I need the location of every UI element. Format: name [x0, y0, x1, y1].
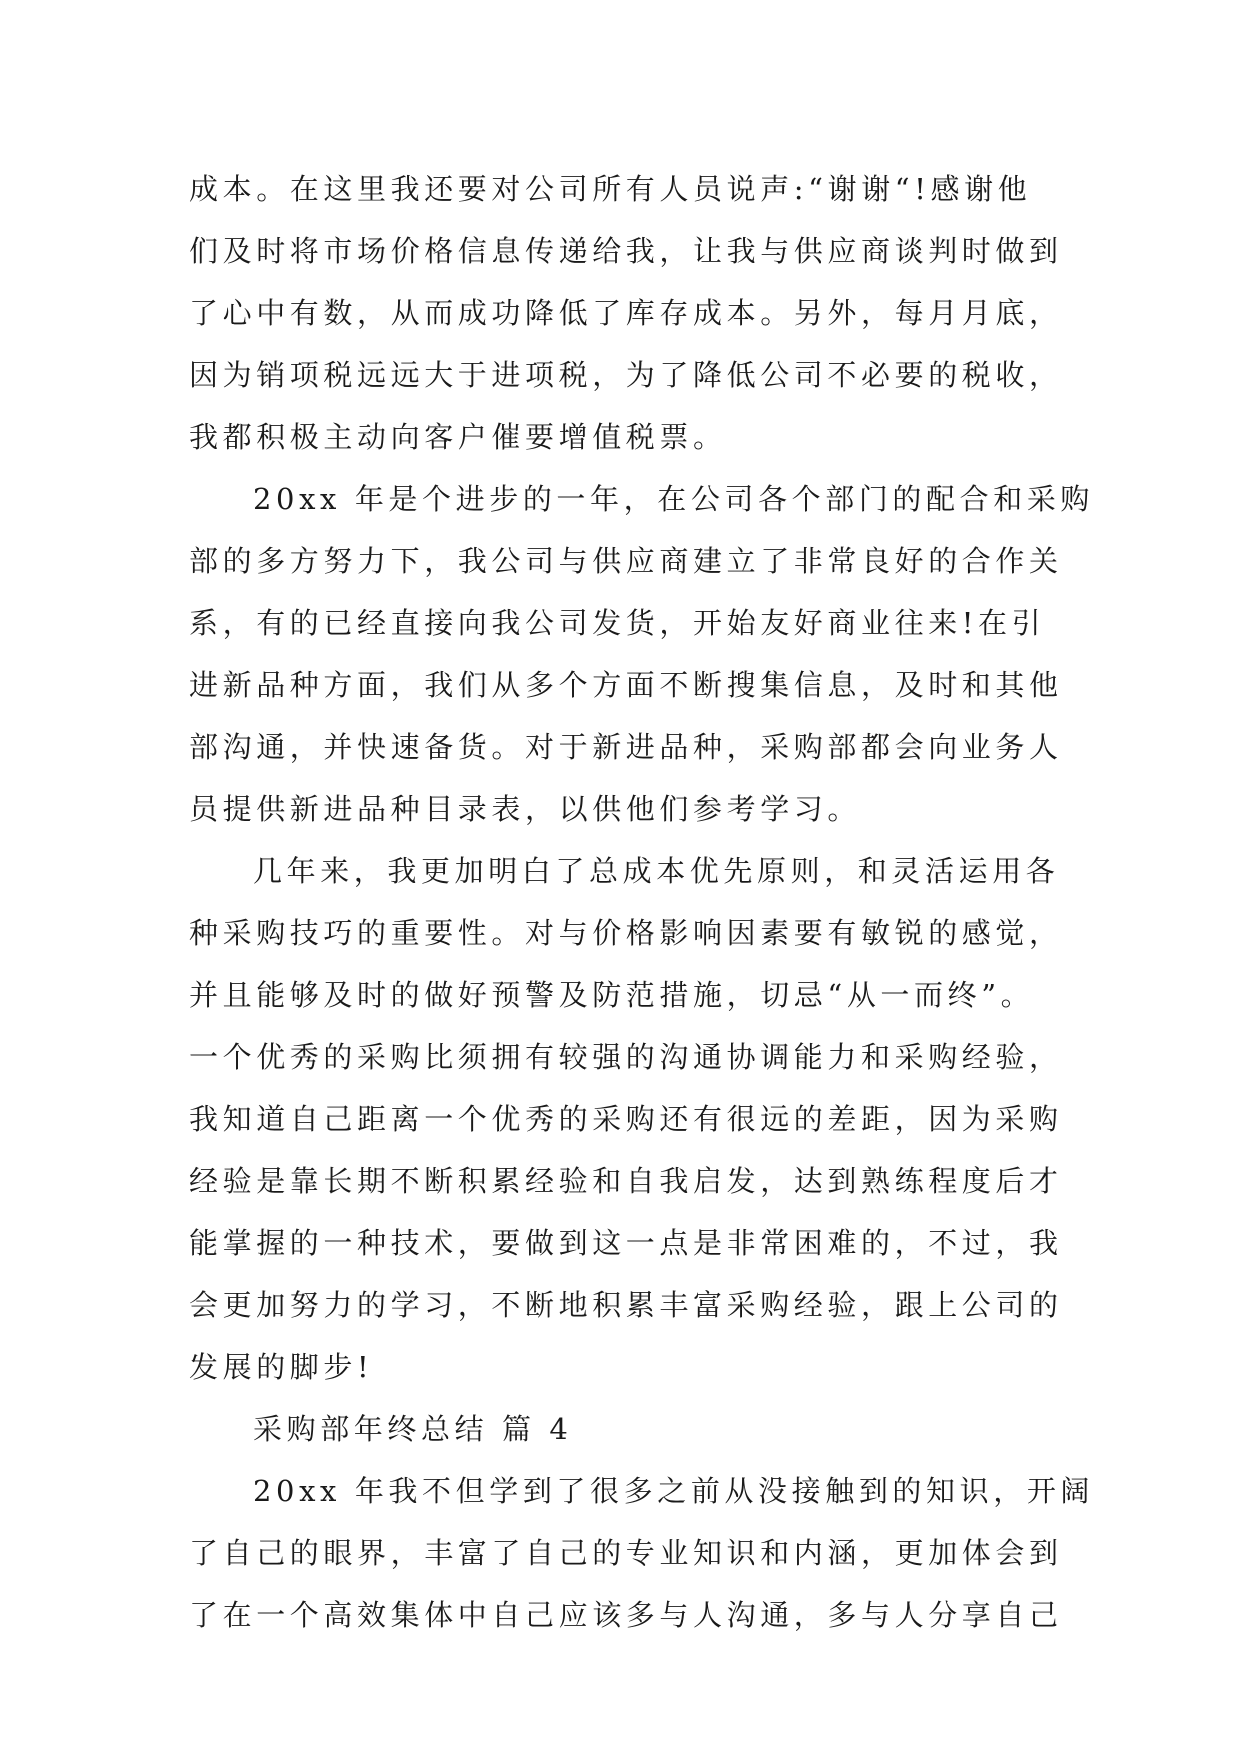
text-line: 因为销项税远远大于进项税，为了降低公司不必要的税收， [189, 358, 1063, 392]
text-line: 部沟通，并快速备货。对于新进品种，采购部都会向业务人 [189, 730, 1063, 764]
document-body [189, 158, 1095, 1646]
text-line: 系，有的已经直接向我公司发货，开始友好商业往来!在引 [189, 606, 1046, 640]
text-line: 了心中有数，从而成功降低了库存成本。另外，每月月底， [189, 296, 1063, 330]
text-line: 会更加努力的学习，不断地积累丰富采购经验，跟上公司的 [189, 1288, 1063, 1322]
text-line: 了在一个高效集体中自己应该多与人沟通，多与人分享自己 [189, 1598, 1063, 1632]
paragraph-4 [189, 1460, 1095, 1646]
text-line: 我知道自己距离一个优秀的采购还有很远的差距，因为采购 [189, 1102, 1063, 1136]
text-line: 发展的脚步! [189, 1350, 374, 1384]
text-line: 员提供新进品种目录表，以供他们参考学习。 [189, 792, 862, 826]
text-line: 经验是靠长期不断积累经验和自我启发，达到熟练程度后才 [189, 1164, 1063, 1198]
text-line: 20xx 年我不但学到了很多之前从没接触到的知识，开阔 [253, 1474, 1095, 1508]
text-line: 一个优秀的采购比须拥有较强的沟通协调能力和采购经验， [189, 1040, 1063, 1074]
text-line: 了自己的眼界，丰富了自己的专业知识和内涵，更加体会到 [189, 1536, 1063, 1570]
text-line: 并且能够及时的做好预警及防范措施，切忌“从一而终”。 [189, 978, 1035, 1012]
paragraph-1 [189, 158, 1063, 468]
text-line: 种采购技巧的重要性。对与价格影响因素要有敏锐的感觉， [189, 916, 1063, 950]
text-line: 能掌握的一种技术，要做到这一点是非常困难的，不过，我 [189, 1226, 1063, 1260]
text-line: 成本。在这里我还要对公司所有人员说声:“谢谢“!感谢他 [189, 172, 1032, 206]
text-line: 们及时将市场价格信息传递给我，让我与供应商谈判时做到 [189, 234, 1063, 268]
section-heading: 采购部年终总结 篇 4 [253, 1412, 573, 1446]
paragraph-3 [189, 840, 1063, 1398]
text-line: 20xx 年是个进步的一年，在公司各个部门的配合和采购 [253, 482, 1095, 516]
paragraph-2 [189, 468, 1095, 840]
text-line: 进新品种方面，我们从多个方面不断搜集信息，及时和其他 [189, 668, 1063, 702]
text-line: 部的多方努力下，我公司与供应商建立了非常良好的合作关 [189, 544, 1063, 578]
text-line: 我都积极主动向客户催要增值税票。 [189, 420, 727, 454]
text-line: 几年来，我更加明白了总成本优先原则，和灵活运用各 [253, 854, 1060, 888]
